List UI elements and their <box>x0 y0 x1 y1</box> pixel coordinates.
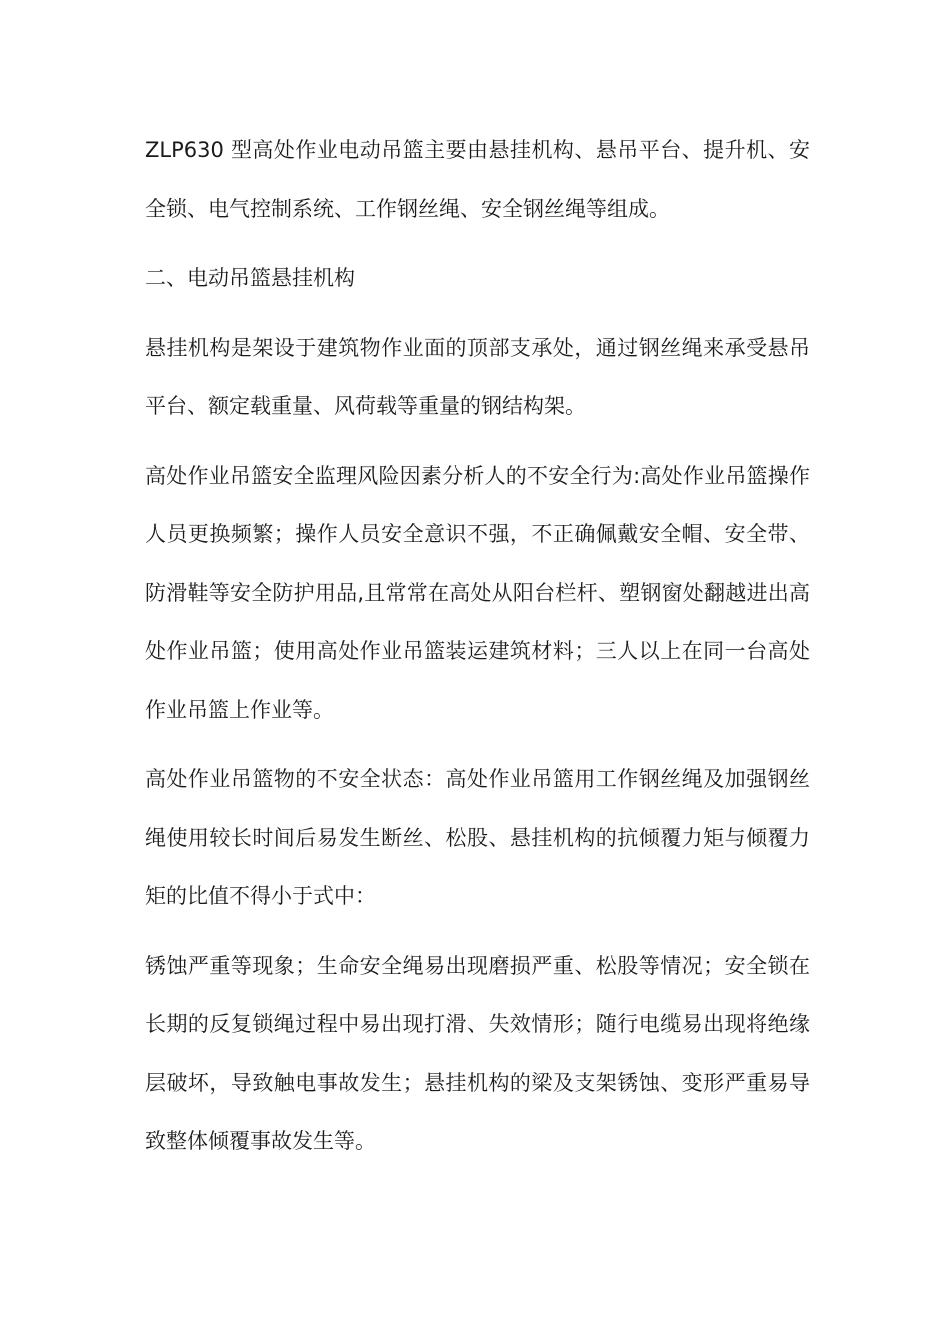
document-body <box>145 121 810 1171</box>
section-heading-suspension-mechanism: 二、电动吊篮悬挂机构 <box>145 266 355 290</box>
paragraph-composition: ZLP630 型高处作业电动吊篮主要由悬挂机构、悬吊平台、提升机、安全锁、电气控制系统、工作钢丝绳、安全钢丝绳等组成。 <box>145 138 810 221</box>
paragraph-corrosion-hazards: 锈蚀严重等现象；生命安全绳易出现磨损严重、松股等情况；安全锁在长期的反复锁绳过程中易出现打滑、失效情形；随行电缆易出现将绝缘层破坏，导致触电事故发生；悬挂机构的梁及支架锈蚀、变形严重易导致整体倾覆事故发生等。 <box>145 953 810 1153</box>
paragraph-unsafe-behavior: 高处作业吊篮安全监理风险因素分析人的不安全行为:高处作业吊篮操作人员更换频繁；操作人员安全意识不强，不正确佩戴安全帽、安全带、防滑鞋等安全防护用品,且常常在高处从阳台栏杆、塑钢窗处翻越进出高处作业吊篮；使用高处作业吊篮装运建筑材料；三人以上在同一台高处作业吊篮上作业等。 <box>145 463 810 722</box>
paragraph-unsafe-state: 高处作业吊篮物的不安全状态：高处作业吊篮用工作钢丝绳及加强钢丝绳使用较长时间后易发生断丝、松股、悬挂机构的抗倾覆力矩与倾覆力矩的比值不得小于式中： <box>145 767 810 908</box>
paragraph-suspension-definition: 悬挂机构是架设于建筑物作业面的顶部支承处，通过钢丝绳来承受悬吊平台、额定载重量、风荷载等重量的钢结构架。 <box>145 335 810 418</box>
